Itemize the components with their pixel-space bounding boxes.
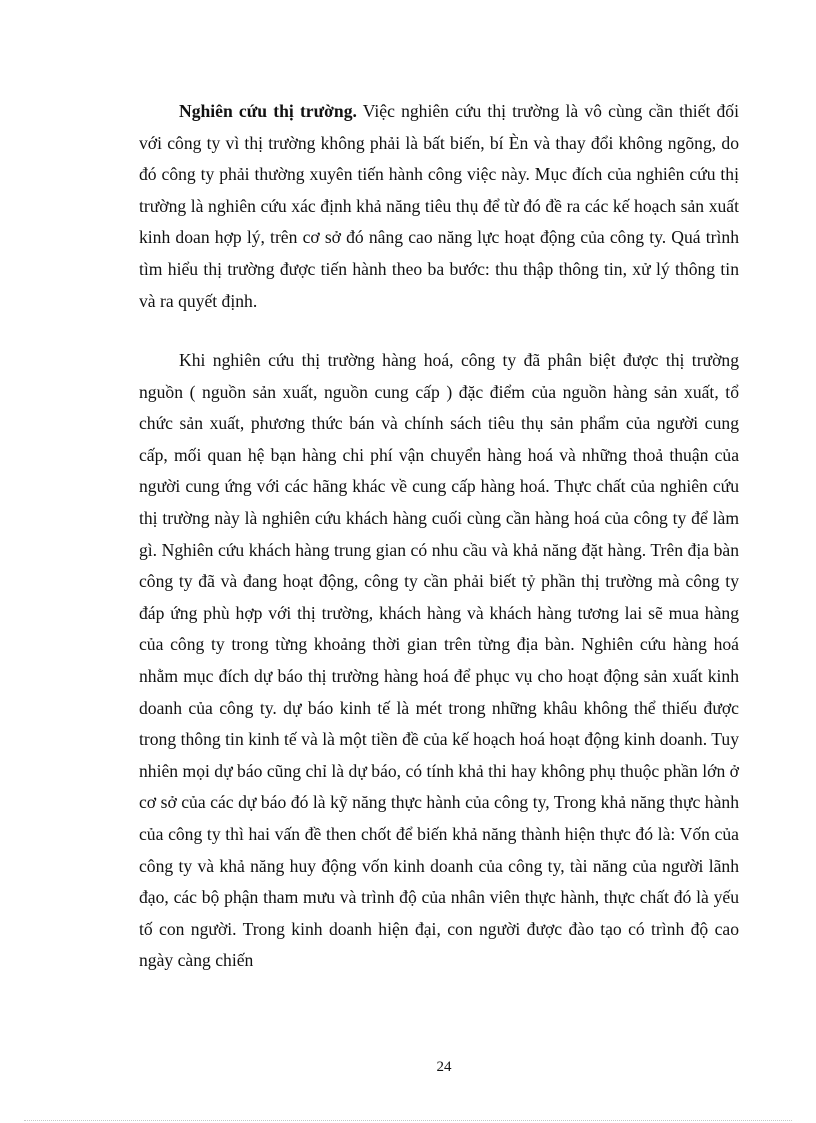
page-number: 24	[436, 1059, 452, 1075]
paragraph-body-text: Việc nghiên cứu thị trường là vô cùng cần thiết đối với công ty vì thị trường không phải là bất biến, bí Èn và thay đổi không ngõng, do đó công ty phải thường xuyên tiến hành công việc này. Mục đích của nghiên cứu thị trường là nghiên cứu xác định khả năng tiêu thụ để từ đó đề ra các kế hoạch sản xuất kinh doan hợp lý, trên cơ sở đó nâng cao năng lực hoạt động của công ty. Quá trình tìm hiểu thị trường được tiến hành theo ba bước: thu thập thông tin, xử lý thông tin và ra quyết định.	[139, 101, 739, 311]
paragraph-goods-market	[139, 345, 739, 977]
page-bottom-divider	[24, 1120, 792, 1121]
paragraph-market-research	[139, 96, 739, 317]
paragraph-body-text: Khi nghiên cứu thị trường hàng hoá, công ty đã phân biệt được thị trường nguồn ( nguồn sản xuất, nguồn cung cấp ) đặc điểm của nguồn hàng sản xuất, tổ chức sản xuất, phương thức bán và chính sách tiêu thụ sản phẩm của người cung cấp, mối quan hệ bạn hàng chi phí vận chuyển hàng hoá và những thoả thuận của người cung ứng với các hãng khác về cung cấp hàng hoá. Thực chất của nghiên cứu thị trường này là nghiên cứu khách hàng cuối cùng cần hàng hoá của công ty để làm gì. Nghiên cứu khách hàng trung gian có nhu cầu và khả năng đặt hàng. Trên địa bàn công ty đã và đang hoạt động, công ty cần phải biết tỷ phần thị trường mà công ty đáp ứng phù hợp với thị trường, khách hàng và khách hàng tương lai sẽ mua hàng của công ty trong từng khoảng thời gian trên từng địa bàn. Nghiên cứu hàng hoá nhằm mục đích dự báo thị trường hàng hoá để phục vụ cho hoạt động sản xuất kinh doanh của công ty. dự báo kinh tế là mét trong những khâu không thể thiếu được trong thông tin kinh tế và là một tiền đề của kế hoạch hoá hoạt động kinh doanh. Tuy nhiên mọi dự báo cũng chỉ là dự báo, có tính khả thi hay không phụ thuộc phần lớn ở cơ sở của các dự báo đó là kỹ năng thực hành của công ty, Trong khả năng thực hành của công ty thì hai vấn đề then chốt để biến khả năng thành hiện thực đó là: Vốn của công ty và khả năng huy động vốn kinh doanh của công ty, tài năng của người lãnh đạo, các bộ phận tham mưu và trình độ của nhân viên thực hành, thực chất đó là yếu tố con người. Trong kinh doanh hiện đại, con người được đào tạo có trình độ cao ngày càng chiến	[139, 350, 739, 971]
paragraph-lead-heading: Nghiên cứu thị trường.	[179, 101, 357, 121]
